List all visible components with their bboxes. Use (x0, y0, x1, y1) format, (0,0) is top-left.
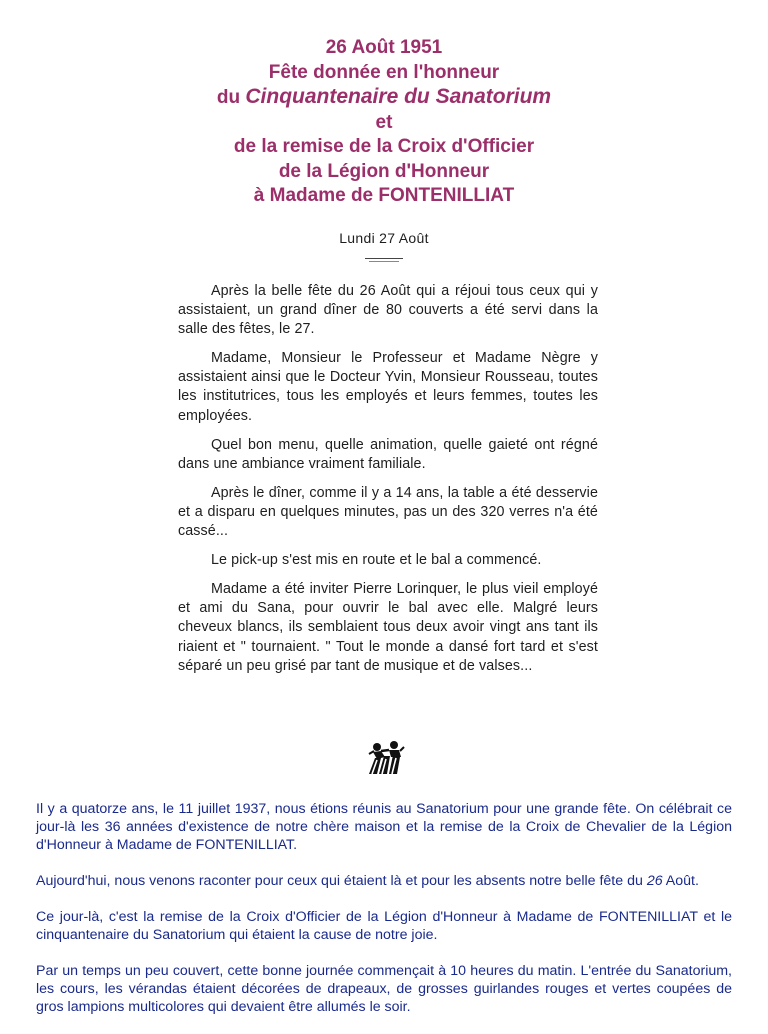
heading-line-1: Fête donnée en l'honneur (268, 61, 500, 83)
web-paragraph (36, 872, 732, 890)
dancing-figures-icon-graphic (367, 738, 405, 776)
scanned-article (0, 226, 768, 674)
scan-paragraph: Madame, Monsieur le Professeur et Madame Nègre y assistaient ainsi que le Docteur Yvin, Monsieur Rousseau, toutes les institutrices, tous les employés et leurs femmes, toutes les employées. (178, 350, 598, 424)
dancing-figures-icon (367, 738, 405, 776)
web-paragraph: Il y a quatorze ans, le 11 juillet 1937, nous étions réunis au Sanatorium pour une grande fête. On célébrait ce jour-là les 36 années d'existence de notre chère maison et la remise de la Croix de Chevalier de la Légion d'Honneur à Madame de FONTENILLIAT. (36, 801, 732, 853)
heading-line-2-prefix: du (216, 87, 241, 108)
web-article (36, 800, 732, 1034)
scan-divider (365, 258, 403, 259)
scan-date: Lundi 27 Août (339, 230, 429, 246)
scan-divider-secondary (369, 261, 399, 262)
heading-line-2-italic: Cinquantenaire du Sanatorium (245, 85, 552, 108)
web-paragraph: Par un temps un peu couvert, cette bonne journée commençait à 10 heures du matin. L'entrée du Sanatorium, les cours, les vérandas étaient décorées de drapeaux, de grosses guirlandes rouges et vertes coupées de gros lampions multicolores qui devaient être allumés le soir. (36, 963, 732, 1015)
page-heading (0, 36, 768, 209)
scan-paragraph: Le pick-up s'est mis en route et le bal a commencé. (211, 552, 542, 569)
scan-paragraph: Après le dîner, comme il y a 14 ans, la table a été desservie et a disparu en quelques minutes, pas un des 320 verres n'a été cassé... (178, 484, 598, 540)
heading-line-6: à Madame de FONTENILLIAT (253, 185, 515, 206)
web-paragraph-text: Aujourd'hui, nous venons raconter pour ceux qui étaient là et pour les absents notre belle fête du (36, 873, 647, 889)
heading-date: 26 Août 1951 (325, 37, 443, 58)
web-paragraph-text: Août. (662, 873, 699, 889)
web-paragraph: Ce jour-là, c'est la remise de la Croix d'Officier de la Légion d'Honneur à Madame de FONTENILLIAT et le cinquantenaire du Sanatorium qui étaient la cause de notre joie. (36, 909, 732, 943)
web-paragraph-italic: 26 (646, 873, 663, 889)
scan-body (178, 282, 598, 686)
heading-line-2 (0, 85, 768, 111)
scan-paragraph: Après la belle fête du 26 Août qui a réjoui tous ceux qui y assistaient, un grand dîner de 80 couverts a été servi dans la salle des fêtes, le 27. (178, 283, 598, 338)
heading-line-4: de la remise de la Croix d'Officier (233, 136, 535, 157)
heading-line-3: et (375, 111, 393, 133)
scan-paragraph: Quel bon menu, quelle animation, quelle gaieté ont régné dans une ambiance vraiment familiale. (178, 436, 598, 472)
heading-line-5: de la Légion d'Honneur (278, 160, 490, 182)
scan-paragraph: Madame a été inviter Pierre Lorinquer, le plus vieil employé et ami du Sana, pour ouvrir le bal avec elle. Malgré leurs cheveux blancs, ils semblaient tous deux avoir vingt ans tant ils riaient et " tournaient. " Tout le monde a dansé fort tard et s'est séparé un peu grisé par tant de musique et de valses... (178, 581, 598, 674)
